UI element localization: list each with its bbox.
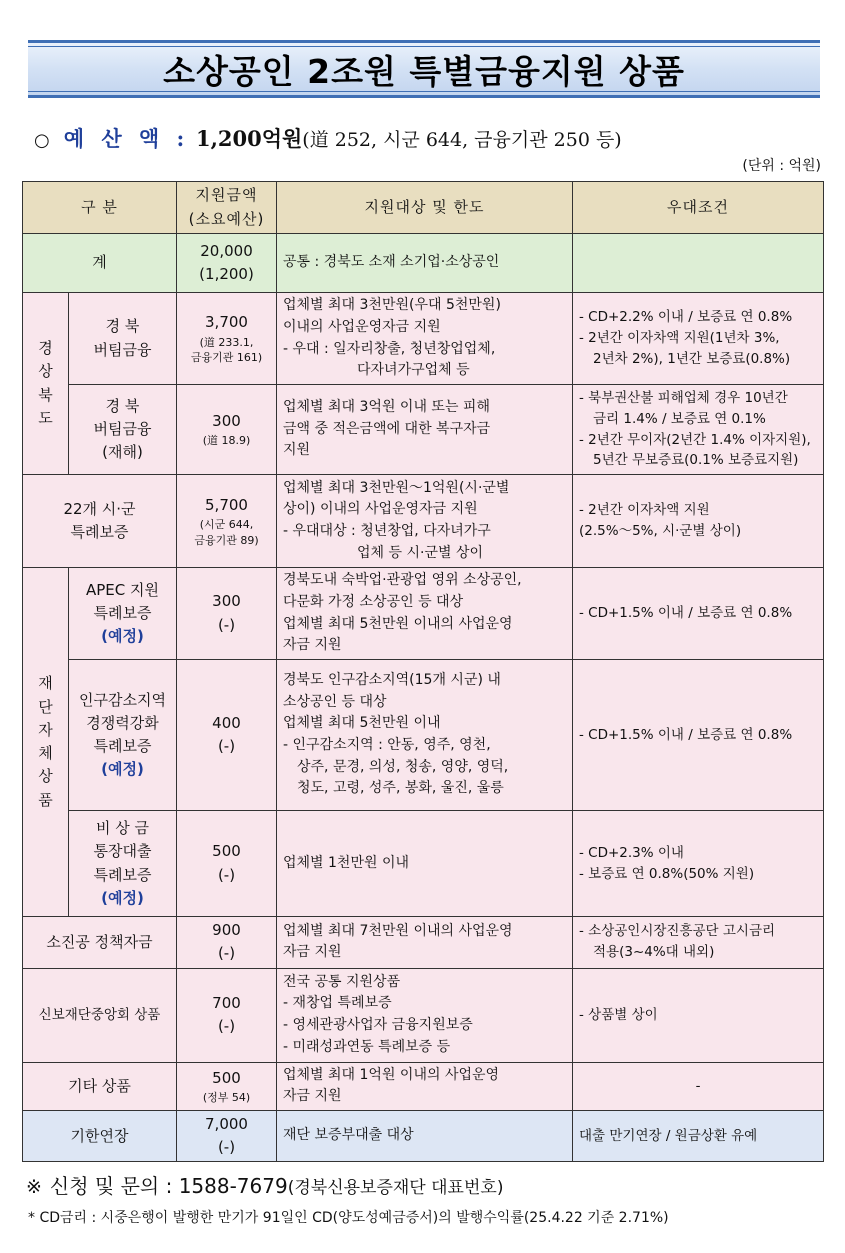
disaster-amount: 300 [212,412,241,431]
extension-label: 기한연장 [23,1110,177,1162]
sinbo-target-4: - 미래성과연동 특례보증 등 [283,1038,451,1055]
bridge-label-1: 경 북 [105,317,140,336]
budget-detail: (道 252, 시군 644, 금융기관 250 등) [302,129,622,151]
emergency-cond-1: - CD+2.3% 이내 [579,844,684,861]
depop-target-6: 청도, 고령, 성주, 봉화, 울진, 울릉 [297,780,504,797]
sigun-budget-2: 금융기관 89) [194,533,259,547]
budget-amount: 1,200억원 [195,126,303,151]
sigun-budget-1: (시군 644, [199,518,254,532]
depop-target-4: - 인구감소지역 : 안동, 영주, 영천, [283,737,491,753]
sojin-target-1: 업체별 최대 7천만원 이내의 사업운영 [283,922,513,939]
sojin-amount-cell [177,917,277,969]
depop-budget-1: (-) [217,737,236,755]
disaster-cond-2: 금리 1.4% / 보증료 연 0.1% [593,410,766,427]
table-row-depop [23,660,824,811]
other-target-1: 업체별 최대 1억원 이내의 사업운영 [283,1066,500,1083]
bridge-label-2: 버팀금융 [93,340,152,359]
table-row-bridge [23,293,824,385]
contact-text: 신청 및 문의 : 1588-7679 [49,1174,288,1198]
extension-amount: 7,000 [205,1114,248,1133]
page-title: 소상공인 2조원 특별금융지원 상품 [163,51,685,91]
header-category: 구 분 [23,182,177,234]
sojin-target-2: 자금 지원 [283,944,342,961]
sigun-cond-2: (2.5%～5%, 시·군별 상이) [579,523,742,539]
contact-line [26,1170,503,1199]
apec-label [69,568,177,660]
disaster-amount-cell [177,385,277,475]
group-foundation: 재 단 자 체 상 품 [23,568,69,917]
other-label: 기타 상품 [23,1062,177,1110]
sigun-target-3: - 우대대상 : 청년창업, 다자녀가구 [283,523,491,539]
emergency-label-3: 특례보증 [93,865,152,884]
sigun-target-1: 업체별 최대 3천만원～1억원(시·군별 [283,479,510,496]
sinbo-target [277,968,573,1062]
table-row-apec [23,568,824,660]
table-row-sigun [23,475,824,568]
other-amount-cell [177,1062,277,1110]
apec-label-2: 특례보증 [93,603,152,622]
emergency-label-2: 통장대출 [93,842,152,861]
bridge-budget-1: (道 233.1, [199,335,254,349]
header-conditions: 우대조건 [573,182,824,234]
bridge-amount-cell [177,293,277,385]
support-products-table [22,181,824,1162]
bridge-conditions [573,293,824,385]
table-row-sinbo [23,968,824,1062]
extension-budget-1: (-) [217,1138,236,1157]
other-budget-1: (정부 54) [202,1091,251,1105]
disaster-label-3: (재해) [102,443,143,462]
total-label: 계 [23,234,177,293]
sojin-conditions [573,917,824,969]
sigun-amount: 5,700 [205,495,248,514]
sojin-budget-1: (-) [217,944,236,963]
disaster-label-1: 경 북 [105,396,140,415]
table-row-emergency [23,811,824,917]
table-row-sojin [23,917,824,969]
sinbo-target-2: - 재창업 특례보증 [283,995,392,1012]
sigun-target [277,475,573,568]
header-amount-line1: 지원금액 [195,186,258,205]
depop-target-1: 경북도 인구감소지역(15개 시군) 내 [283,671,501,688]
table-row-other [23,1062,824,1110]
sojin-cond-2: 적용(3~4%대 내외) [593,944,715,961]
bridge-target-4: 다자녀가구업체 등 [357,362,470,379]
disaster-cond-1: - 북부권산불 피해업체 경우 10년간 [579,389,788,406]
depop-amount: 400 [212,713,241,732]
sigun-conditions [573,475,824,568]
bridge-label [69,293,177,385]
apec-target-1: 경북도내 숙박업·관광업 영위 소상공인, [283,572,522,589]
other-target-2: 자금 지원 [283,1088,342,1105]
sinbo-amount: 700 [212,993,241,1012]
sigun-target-2: 상이) 이내의 사업운영자금 지원 [283,501,478,518]
sigun-cond-1: - 2년간 이자차액 지원 [579,502,710,519]
budget-line [34,123,622,153]
sinbo-target-3: - 영세관광사업자 금융지원보증 [283,1017,473,1033]
disaster-target-1: 업체별 최대 3억원 이내 또는 피해 [283,398,490,415]
disaster-label [69,385,177,475]
disaster-label-2: 버팀금융 [93,419,152,438]
other-target [277,1062,573,1110]
total-amount-cell [177,234,277,293]
depop-target-5: 상주, 문경, 의성, 청송, 영양, 영덕, [297,758,509,775]
sinbo-conditions: - 상품별 상이 [573,968,824,1062]
bridge-target-3: - 우대 : 일자리창출, 청년창업업체, [283,340,496,357]
unit-note: (단위 : 억원) [742,158,821,174]
apec-target [277,568,573,660]
depop-amount-cell [177,660,277,811]
emergency-amount-cell [177,811,277,917]
cd-rate-footnote: * CD금리 : 시중은행이 발행한 만기가 91일인 CD(양도성예금증서)의 발행수익률(25.4.22 기준 2.71%) [28,1210,669,1226]
sojin-amount: 900 [212,921,241,939]
reference-mark: ※ [26,1176,42,1198]
disaster-budget-1: (道 18.9) [202,434,251,448]
bridge-budget-2: 금융기관 161) [190,351,263,365]
sinbo-target-1: 전국 공통 지원상품 [283,973,401,990]
sinbo-budget-1: (-) [217,1017,236,1035]
depop-conditions: - CD+1.5% 이내 / 보증료 연 0.8% [573,660,824,811]
total-amount: 20,000 [200,241,253,260]
sigun-amount-cell [177,475,277,568]
disaster-target-3: 지원 [283,442,311,459]
other-conditions: - [573,1062,824,1110]
bridge-target-1: 업체별 최대 3천만원(우대 5천만원) [283,297,501,314]
bridge-cond-2: - 2년간 이자차액 지원(1년차 3%, [579,330,780,347]
disaster-target [277,385,573,475]
emergency-label-1: 비 상 금 [95,819,149,837]
disaster-cond-4: 5년간 무보증료(0.1% 보증료지원) [593,452,799,469]
header-amount-line2: (소요예산) [188,209,265,228]
extension-target: 재단 보증부대출 대상 [277,1110,573,1162]
apec-target-3: 업체별 최대 5천만원 이내의 사업운영 [283,615,513,632]
depop-target-3: 업체별 최대 5천만원 이내 [283,715,441,732]
other-amount: 500 [212,1068,241,1087]
bridge-target-2: 이내의 사업운영자금 지원 [283,318,441,335]
emergency-target: 업체별 1천만원 이내 [277,811,573,917]
sojin-cond-1: - 소상공인시장진흥공단 고시금리 [579,923,776,940]
sigun-label-1: 22개 시·군 [63,499,136,518]
apec-amount-cell [177,568,277,660]
disaster-target-2: 금액 중 적은금액에 대한 복구자금 [283,420,491,437]
apec-conditions: - CD+1.5% 이내 / 보증료 연 0.8% [573,568,824,660]
apec-target-4: 자금 지원 [283,637,342,654]
disaster-conditions [573,385,824,475]
disaster-cond-3: - 2년간 무이자(2년간 1.4% 이자지원), [579,431,811,448]
apec-label-3: (예정) [101,627,144,646]
header-target: 지원대상 및 한도 [277,182,573,234]
table-row-total [23,234,824,293]
emergency-amount: 500 [212,842,241,861]
bridge-cond-1: - CD+2.2% 이내 / 보증료 연 0.8% [579,309,793,326]
bridge-cond-3: 2년차 2%), 1년간 보증료(0.8%) [593,350,791,367]
depop-label-4: (예정) [101,760,144,779]
sigun-label-2: 특례보증 [70,523,129,541]
sigun-label [23,475,177,568]
budget-label: 예 산 액 : [63,126,190,151]
table-row-extension [23,1110,824,1162]
header-amount [177,182,277,234]
bridge-amount: 3,700 [205,313,248,332]
depop-label-3: 특례보증 [93,737,152,755]
sigun-target-4: 업체 등 시·군별 상이 [357,544,483,561]
table-header-row [23,182,824,234]
sojin-label: 소진공 정책자금 [23,917,177,969]
total-target: 공통 : 경북도 소재 소기업·소상공인 [277,234,573,293]
emergency-budget-1: (-) [217,865,236,884]
bullet-circle: ○ [34,130,50,151]
depop-target-2: 소상공인 등 대상 [283,693,387,710]
sojin-target [277,917,573,969]
apec-amount: 300 [212,592,241,611]
depop-target [277,660,573,811]
emergency-label [69,811,177,917]
apec-label-1: APEC 지원 [85,580,159,599]
emergency-label-4: (예정) [101,888,144,907]
total-budget: (1,200) [199,265,254,283]
depop-label-2: 경쟁력강화 [86,713,159,732]
title-banner [28,40,820,98]
bridge-target [277,293,573,385]
emergency-conditions [573,811,824,917]
sinbo-amount-cell [177,968,277,1062]
emergency-cond-2: - 보증료 연 0.8%(50% 지원) [579,865,755,882]
apec-target-2: 다문화 가정 소상공인 등 대상 [283,593,464,610]
extension-amount-cell [177,1110,277,1162]
extension-conditions: 대출 만기연장 / 원금상환 유예 [573,1110,824,1162]
depop-label [69,660,177,811]
total-conditions [573,234,824,293]
contact-sub: (경북신용보증재단 대표번호) [287,1178,504,1198]
group-gyeongsang: 경 상 북 도 [23,293,69,475]
depop-label-1: 인구감소지역 [79,690,166,709]
sinbo-label: 신보재단중앙회 상품 [23,968,177,1062]
apec-budget-1: (-) [217,615,236,634]
table-row-disaster [23,385,824,475]
